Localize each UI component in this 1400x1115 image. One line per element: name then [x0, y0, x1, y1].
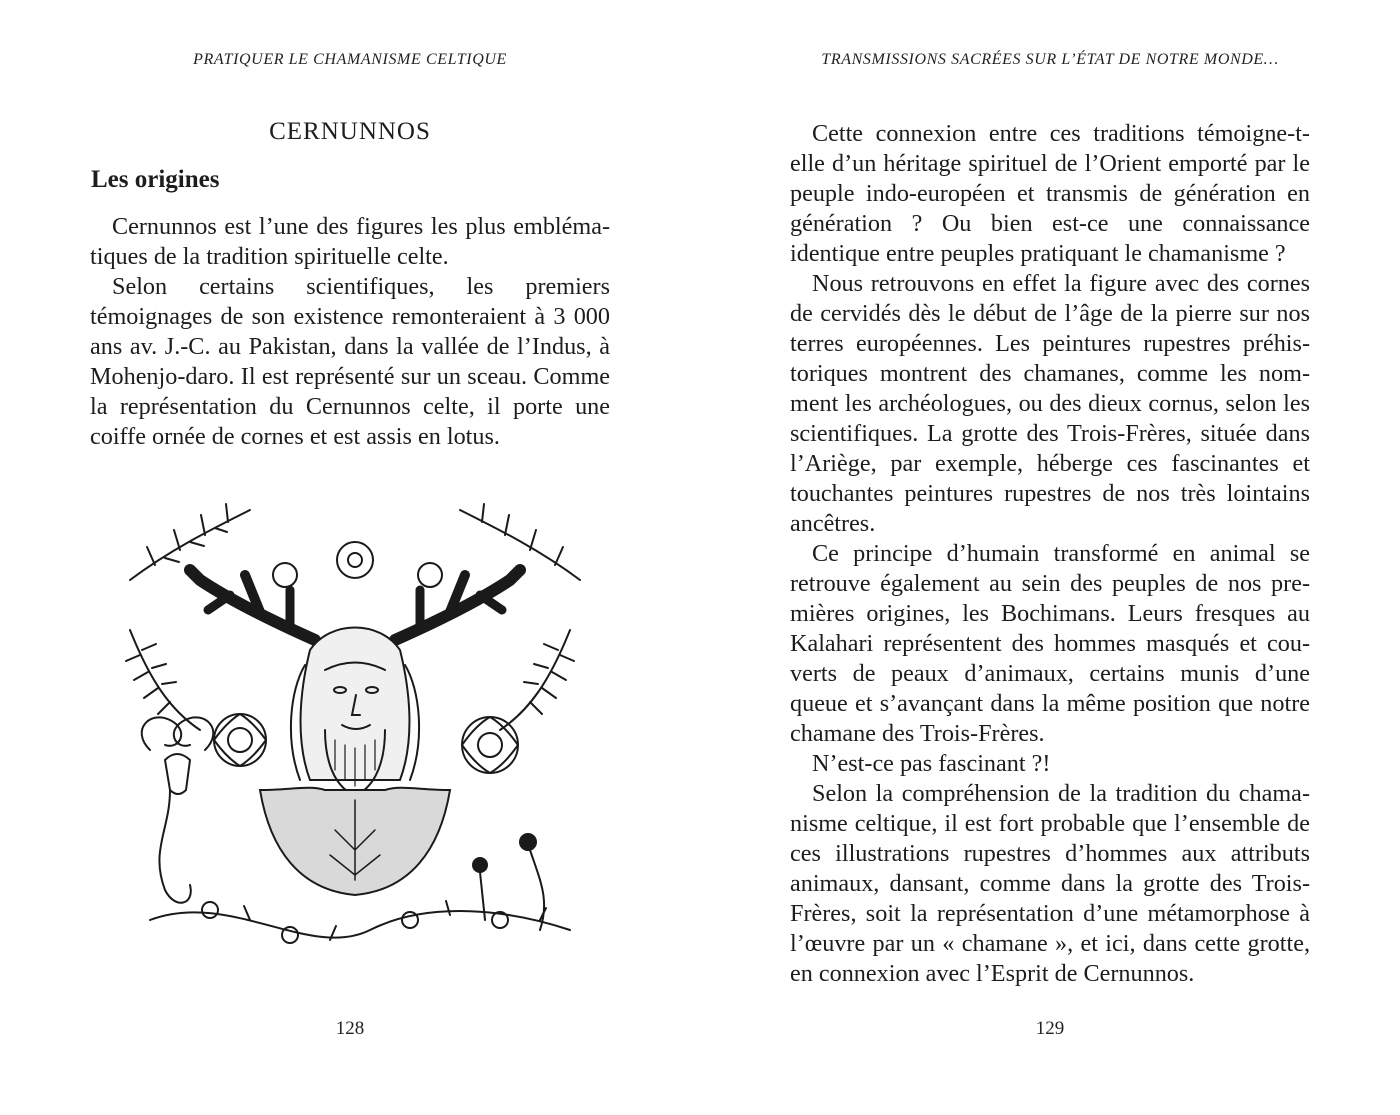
page-number-left: 128 [335, 1018, 365, 1039]
paragraph: Cette connexion entre ces traditions témoigne-t-elle d’un héritage spirituel de l’Orient emporté par le peuple indo-européen et transmis de génération en génération ? Ou bien est-ce une connaissance identique entre peuples pratiquant le chamanisme ? [790, 120, 1310, 267]
paragraph: Nous retrouvons en effet la figure avec des cornes de cervidés dès le début de l’âge de la pierre sur nos terres européennes. Les peintures rupestres préhistoriques montrent des chamanes, comme les nomment les archéologues, ou des dieux cornus, selon les scientifiques. La grotte des Trois-Frères, située dans l’Ariège, par exemple, héberge ces fascinantes et touchantes peintures rupestres de nos très lointains ancêtres. [790, 270, 1310, 537]
paragraph: N’est-ce pas fascinant ?! [812, 750, 1051, 777]
section-heading: Les origines [91, 166, 220, 193]
cernunnos-illustration [110, 490, 600, 975]
right-body-text [790, 119, 1310, 989]
paragraph: Selon la compréhension de la tradition du chamanisme celtique, il est fort probable que l’ensemble de ces illustrations rupestres d’hommes aux attributs animaux, dansant, comme dans la grotte des Trois-Frères, soit la représentation d’une métamorphose à l’œuvre par un « chamane », et ici, dans cette grotte, en connexion avec l’Esprit de Cernunnos. [790, 780, 1310, 987]
right-page [700, 0, 1400, 1115]
running-head-right: TRANSMISSIONS SACRÉES SUR L’ÉTAT DE NOTRE MONDE… [821, 51, 1279, 68]
page-number-right: 129 [1035, 1018, 1065, 1039]
left-body-text [90, 212, 610, 452]
running-head-left: PRATIQUER LE CHAMANISME CELTIQUE [193, 51, 507, 68]
paragraph: Selon certains scientifiques, les premiers témoignages de son existence remonteraient à 3 000 ans av. J.-C. au Pakistan, dans la vallée de l’Indus, à Mohenjo-daro. Il est représenté sur un sceau. Comme la représentation du Cernunnos celte, il porte une coiffe ornée de cornes et est assis en lotus. [90, 273, 610, 450]
paragraph: Ce principe d’humain transformé en animal se retrouve également au sein des peuples de nos premières origines, les Bochimans. Leurs fresques au Kalahari représentent des hommes masqués et couverts de peaux d’animaux, certains munis d’une queue et s’avançant dans la même position que notre chamane des Trois-Frères. [790, 540, 1310, 747]
chapter-title: CERNUNNOS [269, 118, 431, 145]
paragraph: Cernunnos est l’une des figures les plus emblématiques de la tradition spirituelle celte. [90, 213, 610, 270]
